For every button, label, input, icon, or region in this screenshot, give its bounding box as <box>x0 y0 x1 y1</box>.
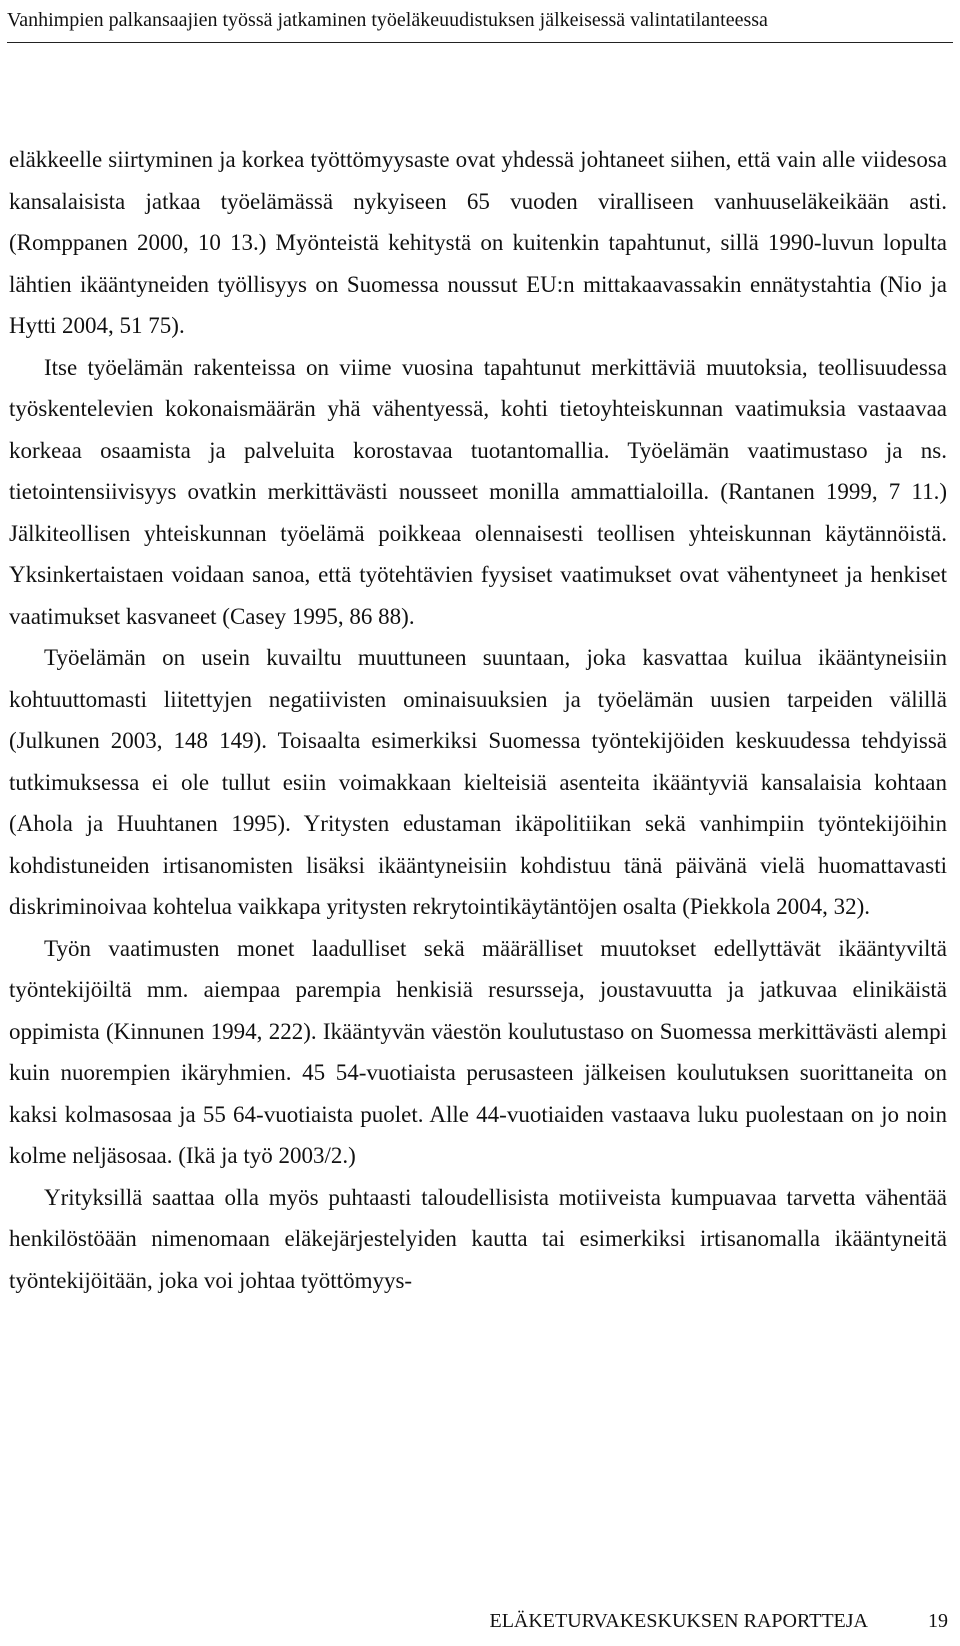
page-number: 19 <box>928 1610 948 1632</box>
paragraph-2: Itse työelämän rakenteissa on viime vuosina tapahtunut merkittäviä muutoksia, teollisuudessa työskentelevien kokonaismäärän yhä vähentyessä, kohti tietoyhteiskunnan vaatimuksia vastaavaa korkeaa osaamista ja palveluita korostavaa tuotantomallia. Työelämän vaatimustaso ja ns. tietointensiivisyys ovatkin merkittävästi nousseet monilla ammattialoilla. (Rantanen 1999, 7 11.) Jälkiteollisen yhteiskunnan työelämä poikkeaa olennaisesti teollisen yhteiskunnan käytännöistä. Yksinkertaistaen voidaan sanoa, että työtehtävien fyysiset vaatimukset ovat vähentyneet ja henkiset vaatimukset kasvaneet (Casey 1995, 86 88). <box>9 354 947 629</box>
paragraph-4: Työn vaatimusten monet laadulliset sekä määrälliset muutokset edellyttävät ikääntyviltä työntekijöiltä mm. aiempaa parempia henkisiä resursseja, joustavuutta ja jatkuvaa elinikäistä oppimista (Kinnunen 1994, 222). Ikääntyvän väestön koulutustaso on Suomessa merkittävästi alempi kuin nuorempien ikäryhmien. 45 54-vuotiaista perusasteen jälkeisen koulutuksen suorittaneita on kaksi kolmasosaa ja 55 64-vuotiaista puolet. Alle 44-vuotiaiden vastaava luku puolestaan on jo noin kolme neljäsosaa. (Ikä ja työ 2003/2.) <box>9 935 947 1168</box>
body-text <box>9 139 947 1301</box>
running-footer <box>489 1608 948 1634</box>
paragraph-1: eläkkeelle siirtyminen ja korkea työttömyysaste ovat yhdessä johtaneet siihen, että vain alle viidesosa kansalaisista jatkaa työelämässä nykyiseen 65 vuoden viralliseen vanhuuseläkeikään asti. (Romppanen 2000, 10 13.) Myönteistä kehitystä on kuitenkin tapahtunut, sillä 1990-luvun lopulta lähtien ikääntyneiden työllisyys on Suomessa noussut EU:n mittakaavassakin ennätystahtia (Nio ja Hytti 2004, 51 75). <box>9 147 947 338</box>
paragraph-3: Työelämän on usein kuvailtu muuttuneen suuntaan, joka kasvattaa kuilua ikääntyneisiin kohtuuttomasti liitettyjen negatiivisten ominaisuuksien ja työelämän uusien tarpeiden välillä (Julkunen 2003, 148 149). Toisaalta esimerkiksi Suomessa työntekijöiden keskuudessa tehdyissä tutkimuksessa ei ole tullut esiin voimakkaan kielteisiä asenteita ikääntyviä kansalaisia kohtaan (Ahola ja Huuhtanen 1995). Yritysten edustaman ikäpolitiikan sekä vanhimpiin työntekijöihin kohdistuneiden irtisanomisten lisäksi ikääntyneisiin kohdistuu tänä päivänä vielä huomattavasti diskriminoivaa kohtelua vaikkapa yritysten rekrytointikäytäntöjen osalta (Piekkola 2004, 32). <box>9 645 947 919</box>
footer-series-title: ELÄKETURVAKESKUKSEN RAPORTTEJA <box>489 1610 868 1632</box>
paragraph-5: Yrityksillä saattaa olla myös puhtaasti taloudellisista motiiveista kumpuavaa tarvetta vähentää henkilöstöään nimenomaan eläkejärjestelyiden kautta tai esimerkiksi irtisanomalla ikääntyneitä työntekijöitään, joka voi johtaa työttömyys- <box>9 1184 947 1293</box>
running-header: Vanhimpien palkansaajien työssä jatkaminen työeläkeuudistuksen jälkeisessä valintatilanteessa <box>7 9 768 31</box>
header-divider <box>7 42 953 43</box>
